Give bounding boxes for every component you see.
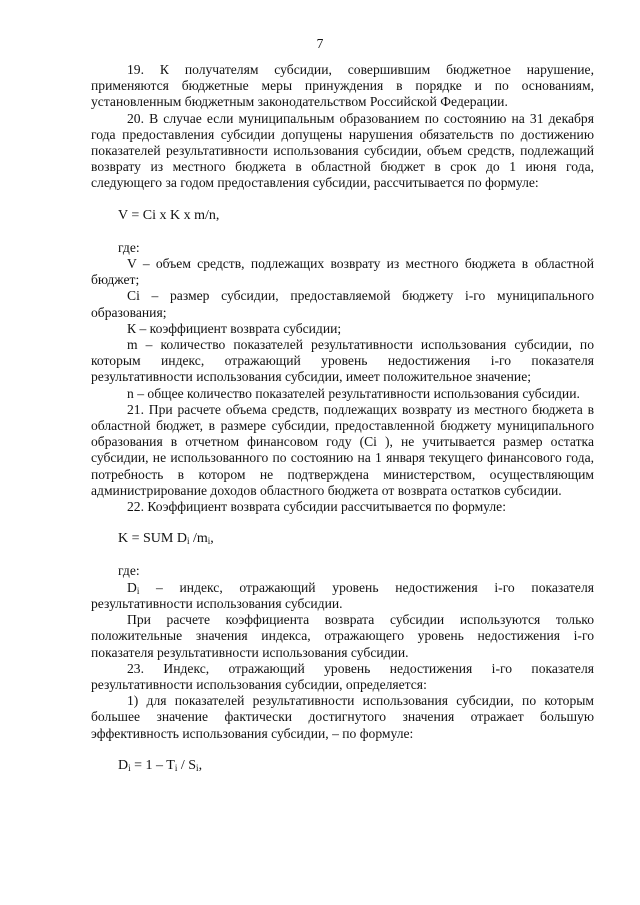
formula-k-part: K = SUM D: [118, 531, 187, 547]
where-label-2: где:: [118, 563, 140, 579]
formula-d: [91, 758, 594, 774]
formula-d-subscript: i: [196, 762, 199, 773]
paragraph-21: 21. При расчете объема средств, подлежащих возврату из местного бюджета в областной бюджет, в размере субсидии, предоставленной бюджету муниципального образования в отчетном финансовом году (Ci ), не учитывается размер остатка субсидии, не использованного по состоянию на 1 января текущего финансового года, потребность в котором не подтверждена министерством, осуществляющим администрирование доходов областного бюджета от возврата остатков субсидии.: [91, 401, 594, 498]
formula-d-part: ,: [198, 757, 203, 773]
formula-d-part: / S: [177, 757, 197, 773]
formula-d-part: D: [118, 757, 129, 773]
paragraph-23: 23. Индекс, отражающий уровень недостижения i-го показателя результативности использования субсидии, определяется:: [91, 660, 594, 692]
paragraph-23-item-1: 1) для показателей результативности использования субсидии, по которым большее значение фактически достигнутого значения отражает большую эффективность использования субсидии, – по формуле:: [91, 693, 594, 741]
definition-m: m – количество показателей результативности использования субсидии, по которым индекс, отражающий уровень недостижения i-го показателя результативности использования субсидии, имеет положительное значение;: [91, 337, 594, 385]
definition-ci: Ci – размер субсидии, предоставляемой бюджету i-го муниципального образования;: [91, 288, 594, 320]
paragraph-22: 22. Коэффициент возврата субсидии рассчитывается по формуле:: [127, 499, 506, 515]
definition-d-symbol: D: [127, 579, 137, 595]
formula-k-part: ,: [210, 531, 214, 547]
formula-k-subscript: i: [207, 536, 211, 547]
where-label-1: где:: [118, 239, 140, 255]
paragraph-20: 20. В случае если муниципальным образованием по состоянию на 31 декабря года предоставления субсидии допущены нарушения обязательств по достижению показателей результативности использования субсидии, объем средств, подлежащий возврату из местного бюджета в областной бюджет в срок до 1 июня года, следующего за годом предоставления субсидии, рассчитывается по формуле:: [91, 110, 594, 191]
document-body: [91, 62, 594, 774]
formula-k-part: /m: [189, 531, 208, 547]
definition-n: n – общее количество показателей результативности использования субсидии.: [127, 385, 580, 401]
definition-d-text: – индекс, отражающий уровень недостижения i-го показателя результативности использования субсидии.: [91, 579, 594, 611]
formula-d-subscript: i: [174, 762, 178, 773]
formula-k: [91, 531, 594, 547]
formula-k-subscript: i: [186, 536, 190, 547]
formula-v: V = Ci x K x m/n,: [118, 207, 220, 223]
formula-d-subscript: i: [128, 762, 131, 773]
definition-k: К – коэффициент возврата субсидии;: [127, 320, 342, 336]
paragraph-19: 19. К получателям субсидии, совершившим бюджетное нарушение, применяются бюджетные меры принуждения в порядке и по основаниям, установленным бюджетным законодательством Российской Федерации.: [91, 62, 594, 110]
paragraph-calculation: При расчете коэффициента возврата субсидии используются только положительные значения индекса, отражающего уровень недостижения i-го показателя результативности использования субсидии.: [91, 612, 594, 660]
definition-d: [91, 580, 594, 612]
formula-d-part: = 1 – T: [130, 757, 175, 773]
page-number: 7: [316, 36, 324, 51]
definition-v: V – объем средств, подлежащих возврату из местного бюджета в областной бюджет;: [91, 256, 594, 288]
definition-d-subscript: i: [136, 585, 140, 596]
